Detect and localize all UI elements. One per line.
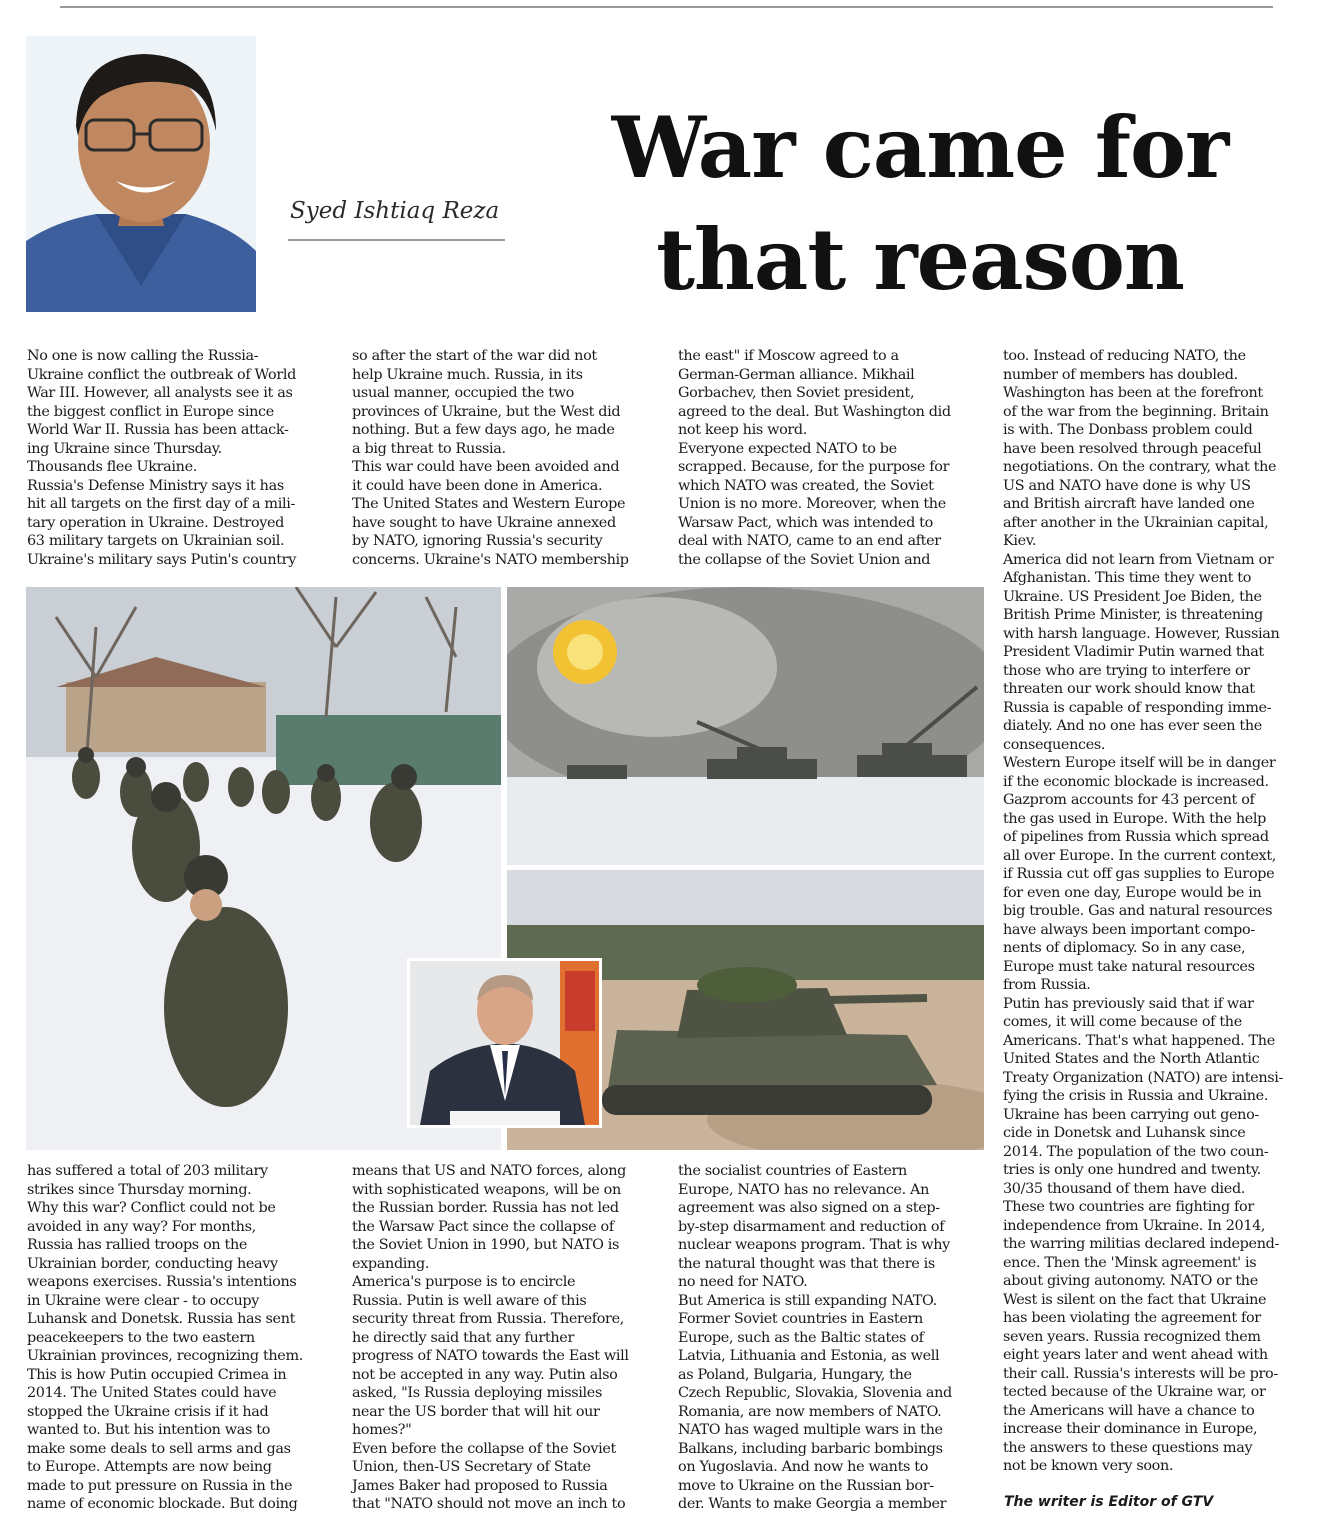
- headline: War came for that reason: [611, 98, 1229, 309]
- column-1-top: No one is now calling the Russia- Ukraine conflict the outbreak of World War III. However, all analysts see it as the biggest conflict in Europe since World War II. Russia has been attack- ing Ukraine since Thursday. Thousands flee Ukraine. Russia's Defense Ministry says it has hit all targets on the first day of a mili- tary operation in Ukraine. Destroyed 63 military targets on Ukrainian soil. Ukraine's military says Putin's country: [27, 348, 296, 568]
- top-rule: [60, 6, 1273, 8]
- author-byline: Syed Ishtiaq Reza: [290, 198, 500, 224]
- column-4: too. Instead of reducing NATO, the number of members has doubled. Washington has been at the forefront of the war from the beginning. Britain is with. The Donbass problem could have been resolved through peaceful negotiations. On the contrary, what the US and NATO have done is why US and British aircraft have landed one after another in the Ukrainian capital, Kiev. America did not learn from Vietnam or Afghanistan. This time they went to Ukraine. US President Joe Biden, the British Prime Minister, is threatening with harsh language. However, Russian President Vladimir Putin warned that those who are trying to interfere or threaten our work should know that Russia is capable of responding imme- diately. And no one has ever seen the consequences. Western Europe itself will be in danger if the economic blockade is increased. Gazprom accounts for 43 percent of the gas used in Europe. With the help of pipelines from Russia which spread all over Europe. In the current context, if Russia cut off gas supplies to Europe for even one day, Europe would be in big trouble. Gas and natural resources have always been important compo- nents of diplomacy. So in any case, Europe must take natural resources from Russia. Putin has previously said that if war comes, it will come because of the Americans. That's what happened. The United States and the North Atlantic Treaty Organization (NATO) are intensi- fying the crisis in Russia and Ukraine. Ukraine has been carrying out geno- cide in Donetsk and Luhansk since 2014. The population of the two coun- tries is only one hundred and twenty. 30/35 thousand of them have died. These two countries are fighting for independence from Ukraine. In 2014, the warring militias declared independ- ence. Then the 'Minsk agreement' is about giving autonomy. NATO or the West is silent on the fact that Ukraine has been violating the agreement for seven years. Russia recognized them eight years later and went ahead with their call. Russia's interests will be pro- tected because of the Ukraine war, or the Americans will have a chance to increase their dominance in Europe, the answers to these questions may not be known very soon.: [1003, 348, 1284, 1474]
- writer-credit: The writer is Editor of GTV: [1004, 1494, 1214, 1510]
- author-portrait: [26, 36, 256, 312]
- artillery-photo: [507, 587, 984, 865]
- column-2-top: so after the start of the war did not help Ukraine much. Russia, in its usual manner, occupied the two provinces of Ukraine, but the West did nothing. But a few days ago, he made a big threat to Russia. This war could have been avoided and it could have been done in America. The United States and Western Europe have sought to have Ukraine annexed by NATO, ignoring Russia's security concerns. Ukraine's NATO membership: [352, 348, 629, 568]
- column-3-bottom: the socialist countries of Eastern Europe, NATO has no relevance. An agreement was also signed on a step- by-step disarmament and reduction of nuclear weapons program. That is why the natural thought was that there is no need for NATO. But America is still expanding NATO. Former Soviet countries in Eastern Europe, such as the Baltic states of Latvia, Lithuania and Estonia, as well as Poland, Bulgaria, Hungary, the Czech Republic, Slovakia, Slovenia and Romania, are now members of NATO. NATO has waged multiple wars in the Balkans, including barbaric bombings on Yugoslavia. And now he wants to move to Ukraine on the Russian bor- der. Wants to make Georgia a member: [678, 1163, 952, 1512]
- column-3-top: the east" if Moscow agreed to a German-German alliance. Mikhail Gorbachev, then Soviet president, agreed to the deal. But Washington did not keep his word. Everyone expected NATO to be scrapped. Because, for the purpose for which NATO was created, the Soviet Union is no more. Moreover, when the Warsaw Pact, which was intended to deal with NATO, came to an end after the collapse of the Soviet Union and: [678, 348, 951, 568]
- column-1-bottom: has suffered a total of 203 military strikes since Thursday morning. Why this war? Conflict could not be avoided in any way? For months, Russia has rallied troops on the Ukrainian border, conducting heavy weapons exercises. Russia's intentions in Ukraine were clear - to occupy Luhansk and Donetsk. Russia has sent peacekeepers to the two eastern Ukrainian provinces, recognizing them. This is how Putin occupied Crimea in 2014. The United States could have stopped the Ukraine crisis if it had wanted to. But his intention was to make some deals to sell arms and gas to Europe. Attempts are now being made to put pressure on Russia in the name of economic blockade. But doing: [27, 1163, 303, 1512]
- byline-rule: [288, 239, 505, 241]
- putin-inset-photo: [407, 958, 602, 1128]
- column-2-bottom: means that US and NATO forces, along with sophisticated weapons, will be on the Russian border. Russia has not led the Warsaw Pact since the collapse of the Soviet Union in 1990, but NATO is expanding. America's purpose is to encircle Russia. Putin is well aware of this security threat from Russia. Therefore, he directly said that any further progress of NATO towards the East will not be accepted in any way. Putin also asked, "Is Russia deploying missiles near the US border that will hit our homes?" Even before the collapse of the Soviet Union, then-US Secretary of State James Baker had proposed to Russia that "NATO should not move an inch to: [352, 1163, 629, 1512]
